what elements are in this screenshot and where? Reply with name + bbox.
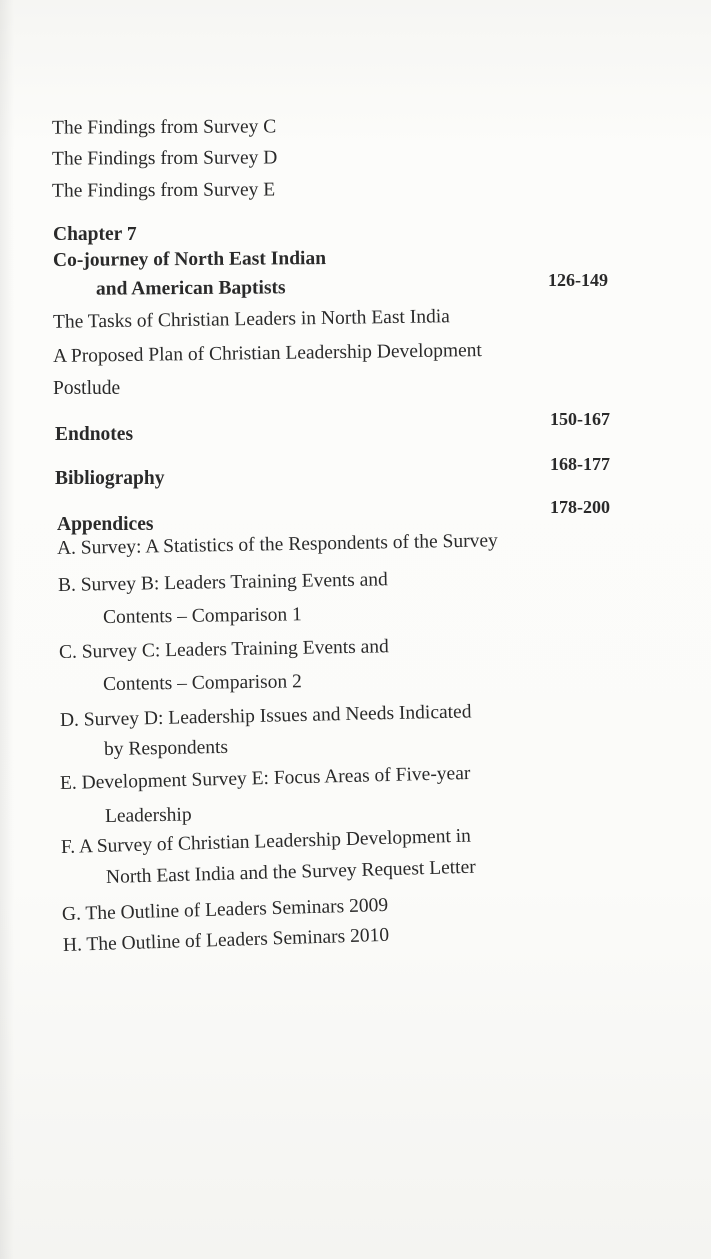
toc-entry-survey-e: The Findings from Survey E (51, 179, 276, 202)
appendix-d-line1: D. Survey D: Leadership Issues and Needs Indicated (59, 701, 472, 731)
appendix-e-line1: E. Development Survey E: Focus Areas of Five-year (59, 762, 471, 794)
appendix-f-line2: North East India and the Survey Request Letter (105, 856, 476, 888)
appendix-d-line2: by Respondents (103, 736, 229, 760)
appendix-b-line1: B. Survey B: Leaders Training Events and (57, 569, 388, 596)
endnotes-label: Endnotes (55, 424, 134, 445)
bibliography-label: Bibliography (55, 468, 165, 489)
appendices-label: Appendices (57, 514, 154, 535)
toc-entry-tasks-of-leaders: The Tasks of Christian Leaders in North East India (52, 306, 450, 333)
chapter-7-pages: 126-149 (548, 270, 608, 290)
toc-entry-postlude: Postlude (53, 378, 121, 399)
chapter-7-title-line1: Co-journey of North East Indian (52, 248, 327, 271)
toc-entry-survey-c: The Findings from Survey C (51, 116, 277, 139)
appendix-e-line2: Leadership (104, 804, 192, 827)
toc-entry-proposed-plan: A Proposed Plan of Christian Leadership Development (52, 340, 483, 367)
page-edge-shadow (0, 0, 14, 1259)
endnotes-pages: 150-167 (550, 409, 610, 429)
chapter-7-title-line2: and American Baptists (95, 277, 286, 300)
toc-entry-survey-d: The Findings from Survey D (51, 147, 278, 170)
appendix-c-line2: Contents – Comparison 2 (102, 671, 302, 695)
appendix-a: A. Survey: A Statistics of the Respondents of the Survey (56, 530, 498, 559)
appendix-g: G. The Outline of Leaders Seminars 2009 (61, 894, 389, 925)
chapter-7-label: Chapter 7 (53, 224, 137, 245)
appendix-h: H. The Outline of Leaders Seminars 2010 (62, 924, 390, 956)
bibliography-pages: 168-177 (550, 454, 610, 474)
appendix-c-line1: C. Survey C: Leaders Training Events and (58, 636, 389, 663)
appendices-pages: 178-200 (550, 497, 610, 517)
appendix-f-line1: F. A Survey of Christian Leadership Development in (60, 825, 472, 858)
appendix-b-line2: Contents – Comparison 1 (102, 604, 302, 628)
